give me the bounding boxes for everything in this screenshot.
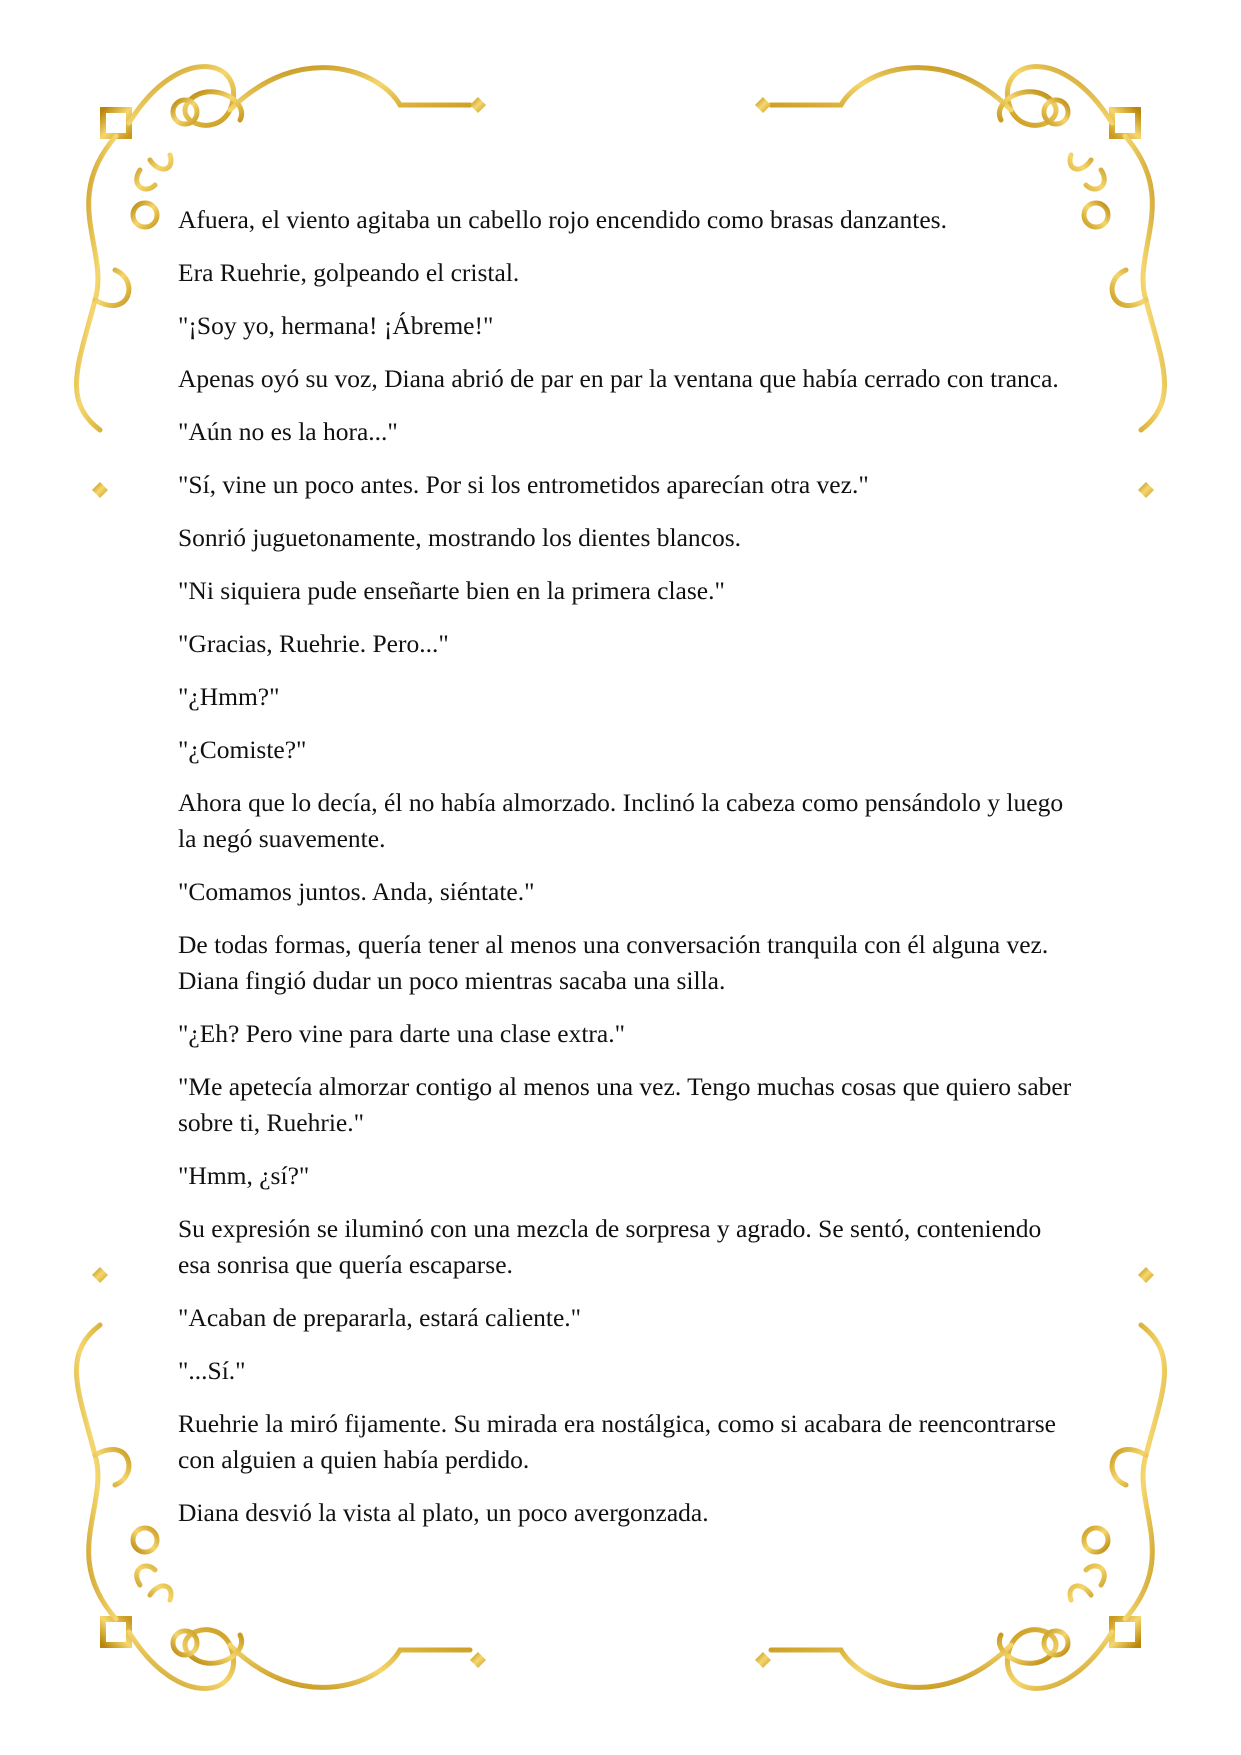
paragraph: Era Ruehrie, golpeando el cristal.	[178, 258, 520, 287]
paragraph: "Acaban de prepararla, estará caliente."	[178, 1303, 582, 1332]
paragraph: De todas formas, quería tener al menos una conversación tranquila con él alguna vez. Diana fingió dudar un poco mientras sacaba una silla.	[178, 930, 1049, 995]
paragraph: "Ni siquiera pude enseñarte bien en la primera clase."	[178, 576, 725, 605]
paragraph: "...Sí."	[178, 1356, 246, 1385]
paragraph: "Gracias, Ruehrie. Pero..."	[178, 629, 449, 658]
paragraph: Sonrió juguetonamente, mostrando los dientes blancos.	[178, 523, 742, 552]
paragraph: Apenas oyó su voz, Diana abrió de par en par la ventana que había cerrado con tranca.	[178, 364, 1059, 393]
paragraph: "¿Hmm?"	[178, 682, 280, 711]
paragraph: Ruehrie la miró fijamente. Su mirada era nostálgica, como si acabara de reencontrarse con alguien a quien había perdido.	[178, 1409, 1056, 1474]
paragraph: "¿Comiste?"	[178, 735, 307, 764]
paragraph: "Aún no es la hora..."	[178, 417, 398, 446]
paragraph: "Comamos juntos. Anda, siéntate."	[178, 877, 535, 906]
paragraph: "Sí, vine un poco antes. Por si los entrometidos aparecían otra vez."	[178, 470, 869, 499]
paragraph: "¡Soy yo, hermana! ¡Ábreme!"	[178, 311, 494, 340]
paragraph: Afuera, el viento agitaba un cabello rojo encendido como brasas danzantes.	[178, 205, 947, 234]
paragraph: "Hmm, ¿sí?"	[178, 1161, 310, 1190]
paragraph: Diana desvió la vista al plato, un poco avergonzada.	[178, 1498, 709, 1527]
paragraph: "Me apetecía almorzar contigo al menos una vez. Tengo muchas cosas que quiero saber sobre ti, Ruehrie."	[178, 1072, 1072, 1137]
paragraph: Su expresión se iluminó con una mezcla de sorpresa y agrado. Se sentó, conteniendo esa sonrisa que quería escaparse.	[178, 1214, 1042, 1279]
story-text	[178, 202, 1078, 1548]
paragraph: Ahora que lo decía, él no había almorzado. Inclinó la cabeza como pensándolo y luego la negó suavemente.	[178, 788, 1064, 853]
paragraph: "¿Eh? Pero vine para darte una clase extra."	[178, 1019, 626, 1048]
